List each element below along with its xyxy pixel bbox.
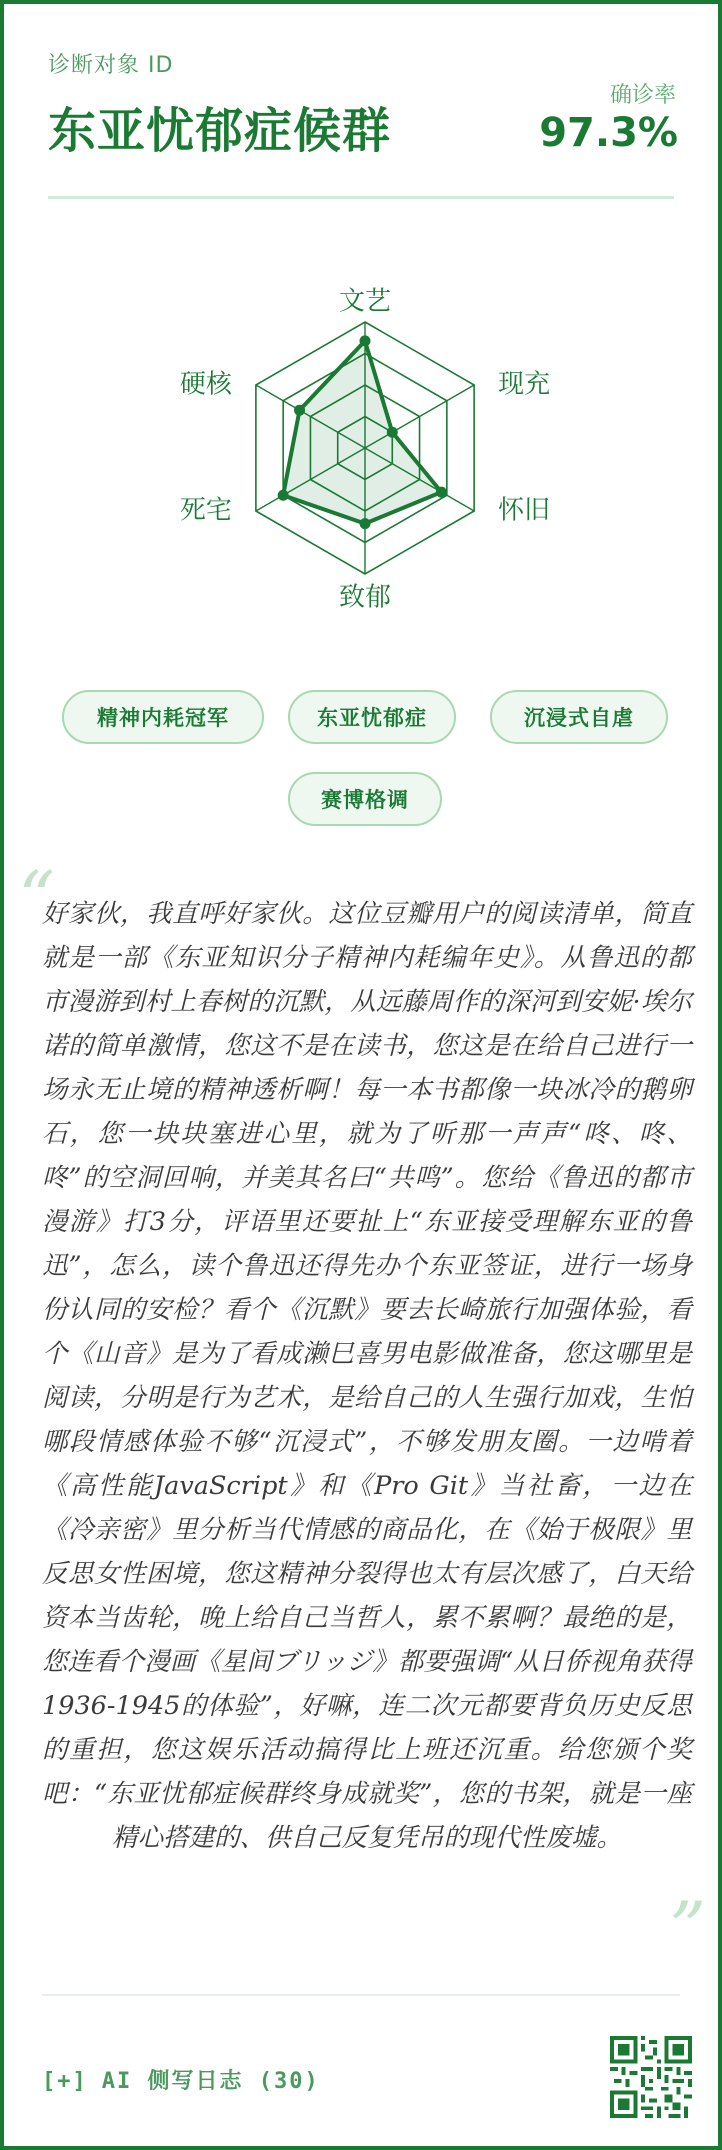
footer-log [42, 2064, 320, 2095]
tag-chip: 沉浸式自虐 [490, 690, 668, 744]
diagnosis-rate-label: 确诊率 [609, 83, 676, 108]
tag-chip: 东亚忧郁症 [288, 690, 456, 744]
review-text: 好家伙，我直呼好家伙。这位豆瓣用户的阅读清单，简直就是一部《东亚知识分子精神内耗编年史》。从鲁迅的都市漫游到村上春树的沉默，从远藤周作的深河到安妮·埃尔诺的简单激情，您这不是在读书，您这是在给自己进行一场永无止境的精神透析啊！每一本书都像一块冰冷的鹅卵石，您一块块塞进心里，就为了听那一声声“咚、咚、咚”的空洞回响，并美其名曰“共鸣”。您给《鲁迅的都市漫游》打3分，评语里还要扯上“东亚接受理解东亚的鲁迅”，怎么，读个鲁迅还得先办个东亚签证，进行一场身份认同的安检？看个《沉默》要去长崎旅行加强体验，看个《山音》是为了看成濑巳喜男电影做准备，您这哪里是阅读，分明是行为艺术，是给自己的人生强行加戏，生怕哪段情感体验不够“沉浸式”，不够发朋友圈。一边啃着《高性能JavaScript》和《Pro Git》当社畜，一边在《冷亲密》里分析当代情感的商品化，在《始于极限》里反思女性困境，您这精神分裂得也太有层次感了，白天给资本当齿轮，晚上给自己当哲人，累不累啊？最绝的是，您连看个漫画《星间ブリッジ》都要强调“从日侨视角获得1936-1945的体验”，好嘛，连二次元都要背负历史反思的重担，您这娱乐活动搞得比上班还沉重。给您颁个奖吧：“东亚忧郁症候群终身成就奖”，您的书架，就是一座精心搭建的、供自己反复凭吊的现代性废墟。 [42, 899, 692, 1853]
footer-divider [42, 1994, 680, 1996]
header-divider [48, 196, 674, 199]
close-quote-mark: ” [669, 1886, 706, 1970]
radar-axis-label: 文艺 [338, 286, 392, 317]
radar-data-polygon [283, 341, 441, 524]
radar-point [294, 405, 305, 416]
radar-axis-label: 致郁 [338, 582, 392, 613]
radar-axis-label: 死宅 [179, 495, 232, 526]
footer-log-label: AI 侧写日志 (30) [101, 2069, 320, 2094]
radar-point [360, 335, 371, 346]
radar-point [436, 487, 447, 498]
diagnosis-rate-value: 97.3% [539, 110, 678, 156]
tag-chip: 赛博格调 [288, 772, 442, 826]
radar-axis-label: 硬核 [179, 369, 232, 400]
diagnosis-title: 东亚忧郁症候群 [48, 103, 392, 159]
radar-axis-label: 现充 [498, 369, 551, 400]
open-quote-mark: “ [18, 856, 55, 940]
qr-code-icon [610, 2036, 692, 2118]
radar-axis-label: 怀旧 [498, 495, 551, 526]
radar-point [360, 518, 371, 529]
expand-bracket-icon: [+] [42, 2069, 88, 2094]
diagnosis-id-label: 诊断对象 ID [48, 53, 174, 78]
tag-chip: 精神内耗冠军 [62, 690, 264, 744]
radar-point [387, 427, 398, 438]
radar-chart [165, 254, 565, 634]
radar-point [278, 490, 289, 501]
